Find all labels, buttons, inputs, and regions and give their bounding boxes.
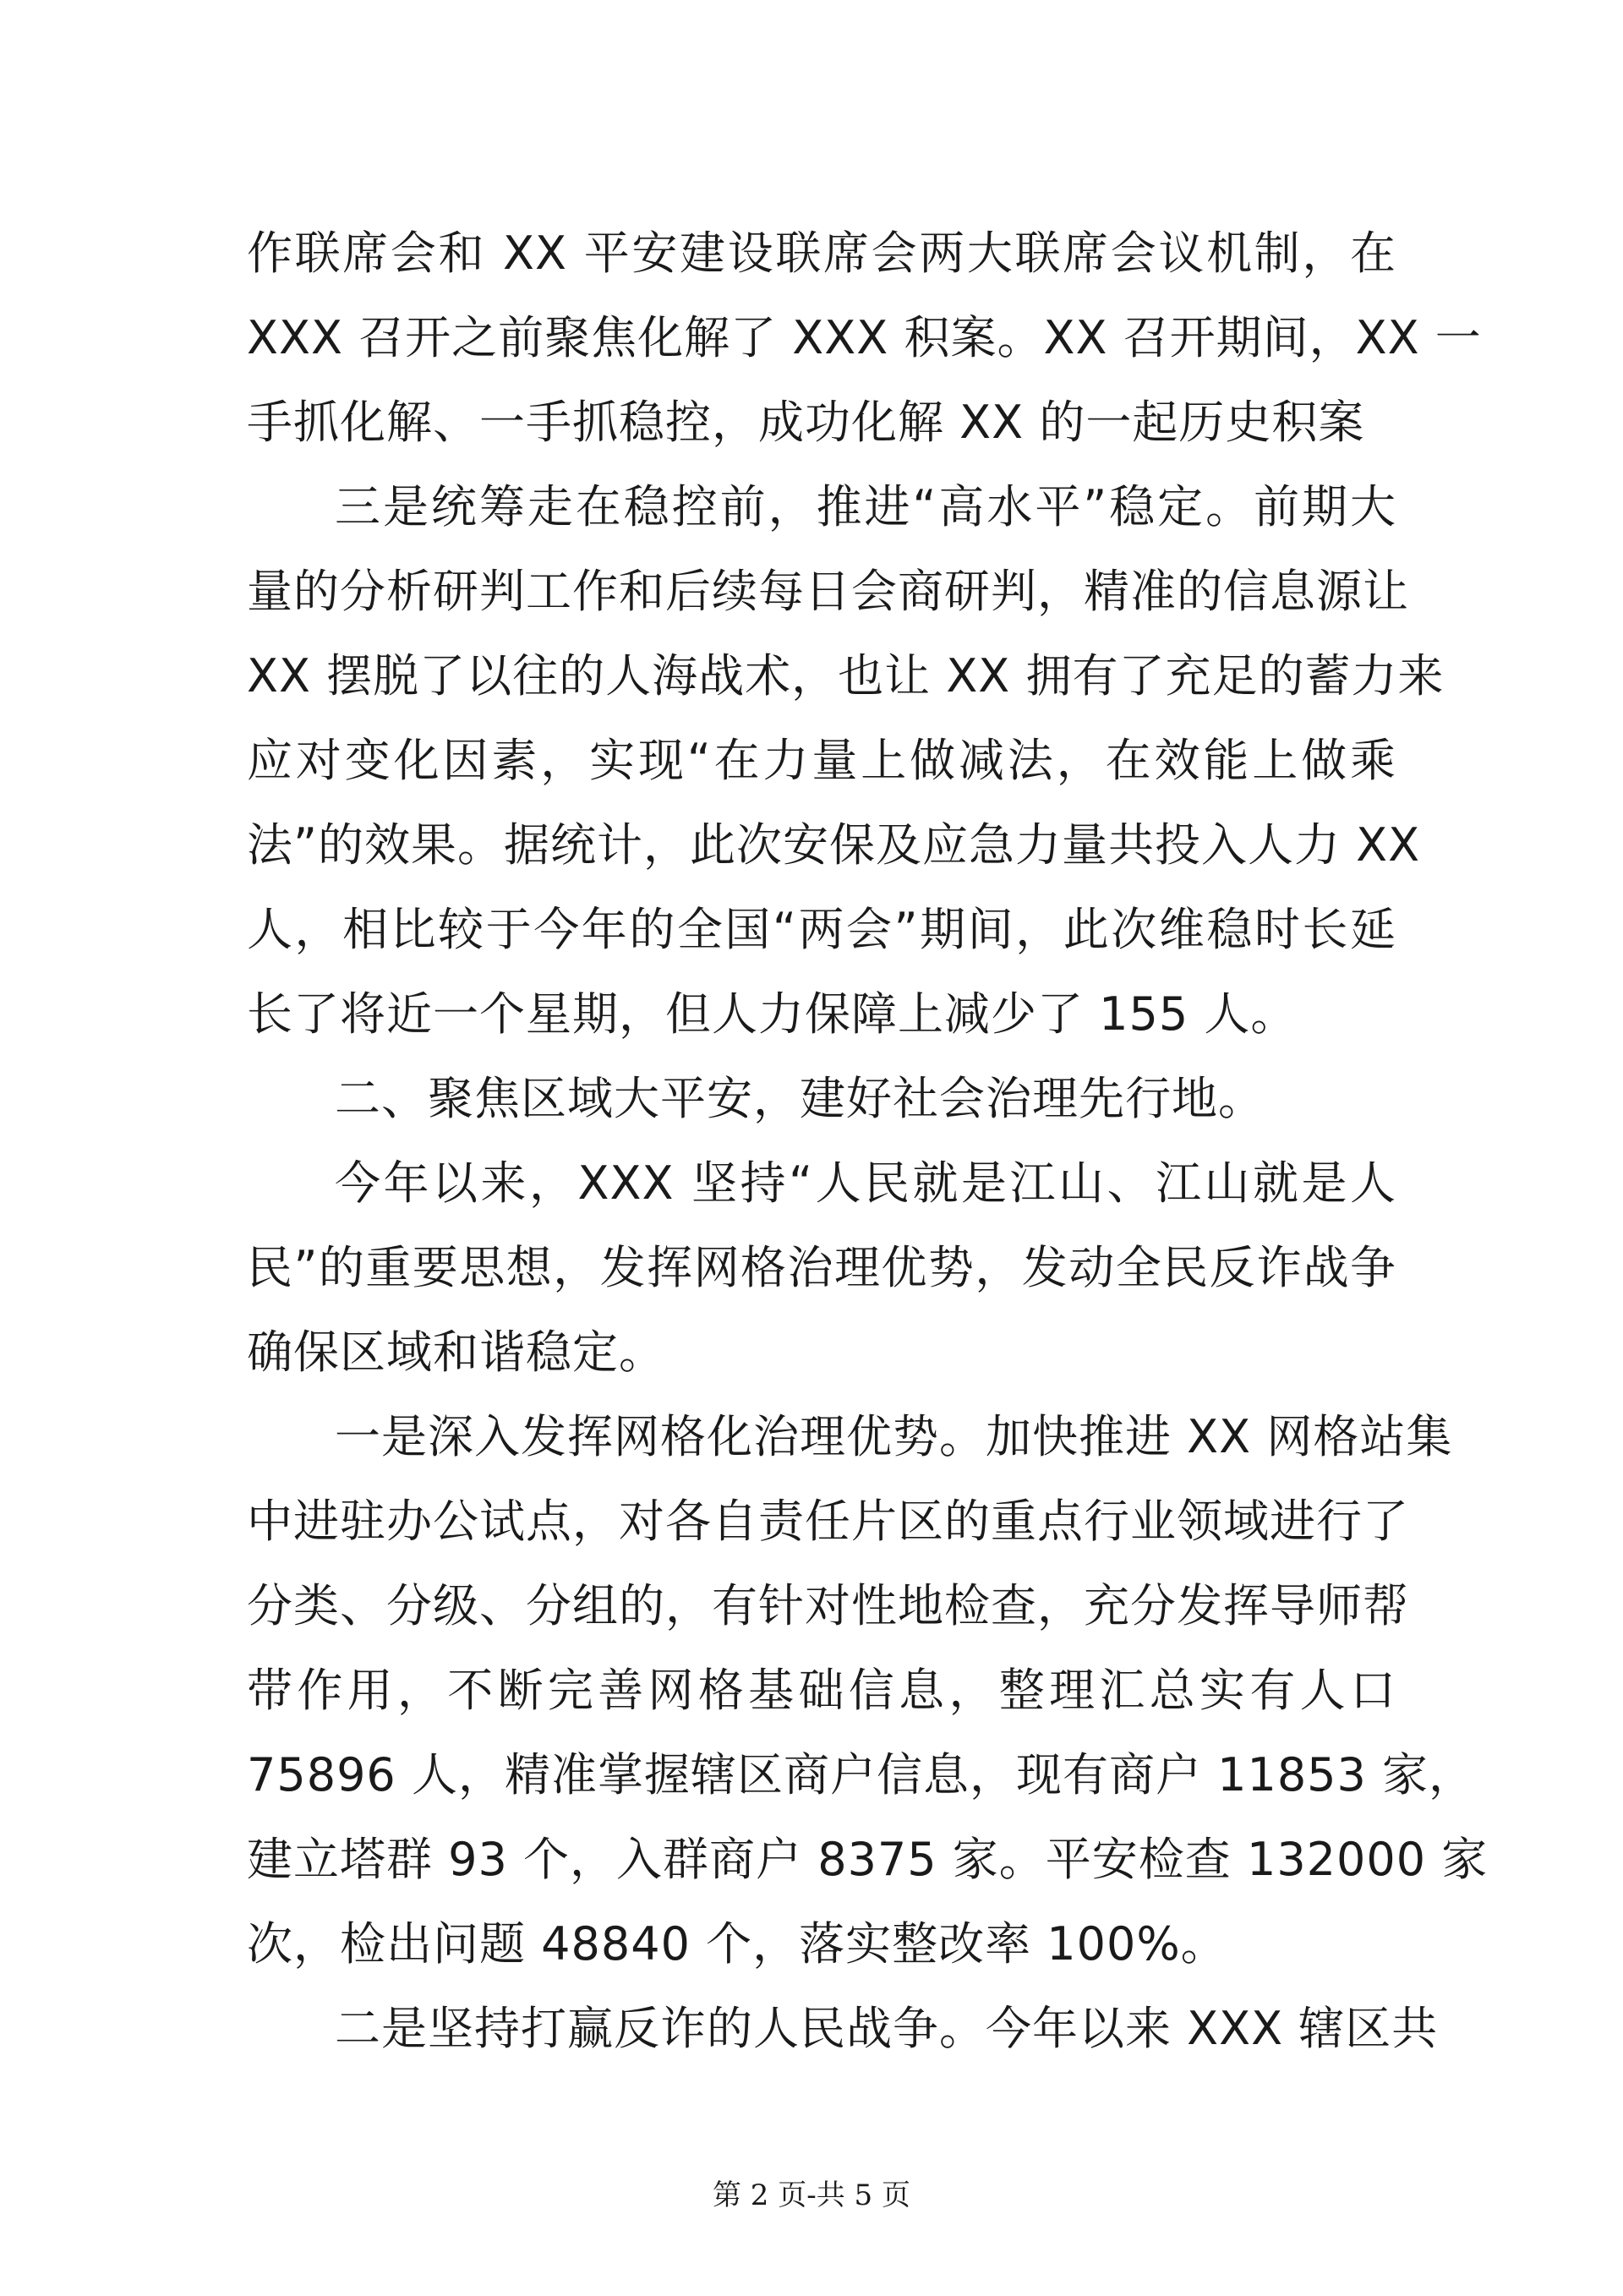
paragraph-start-line: 一是深入发挥网格化治理优势。加快推进 XX 网格站集 — [335, 1410, 1453, 1463]
text-line: 带作用，不断完善网格基础信息，整理汇总实有人口 — [247, 1664, 1396, 1717]
text-line: 中进驻办公试点，对各自责任片区的重点行业领域进行了 — [247, 1495, 1409, 1548]
text-line: 人，相比较于今年的全国“两会”期间，此次维稳时长延 — [247, 903, 1396, 956]
text-line: 作联席会和 XX 平安建设联席会两大联席会议机制，在 — [247, 227, 1396, 280]
text-line: XX 摆脱了以往的人海战术，也让 XX 拥有了充足的蓄力来 — [247, 649, 1445, 702]
text-line: 建立塔群 93 个，入群商户 8375 家。平安检查 132000 家 — [247, 1833, 1489, 1886]
text-line: 民”的重要思想，发挥网格治理优势，发动全民反诈战争 — [247, 1241, 1396, 1294]
paragraph-start-line: 今年以来，XXX 坚持“人民就是江山、江山就是人 — [335, 1156, 1396, 1210]
text-line: 次，检出问题 48840 个，落实整改率 100%。 — [247, 1917, 1227, 1971]
text-line: 法”的效果。据统计，此次安保及应急力量共投入人力 XX — [247, 818, 1421, 872]
text-line: 长了将近一个星期，但人力保障上减少了 155 人。 — [247, 987, 1298, 1041]
page-number-footer: 第 2 页-共 5 页 — [713, 2178, 910, 2212]
text-line: XXX 召开之前聚焦化解了 XXX 积案。XX 召开期间，XX 一 — [247, 311, 1482, 364]
paragraph-start-line: 三是统筹走在稳控前，推进“高水平”稳定。前期大 — [335, 480, 1396, 533]
text-line: 应对变化因素，实现“在力量上做减法，在效能上做乘 — [247, 734, 1396, 787]
text-line: 确保区域和谐稳定。 — [247, 1326, 665, 1379]
section-heading: 二、聚焦区域大平安，建好社会治理先行地。 — [335, 1072, 1265, 1125]
paragraph-start-line: 二是坚持打赢反诈的人民战争。今年以来 XXX 辖区共 — [335, 2002, 1439, 2055]
text-line: 手抓化解、一手抓稳控，成功化解 XX 的一起历史积案 — [247, 396, 1365, 449]
text-line: 75896 人，精准掌握辖区商户信息，现有商户 11853 家， — [247, 1748, 1476, 1801]
text-line: 量的分析研判工作和后续每日会商研判，精准的信息源让 — [247, 565, 1409, 618]
text-line: 分类、分级、分组的，有针对性地检查，充分发挥导师帮 — [247, 1579, 1409, 1632]
